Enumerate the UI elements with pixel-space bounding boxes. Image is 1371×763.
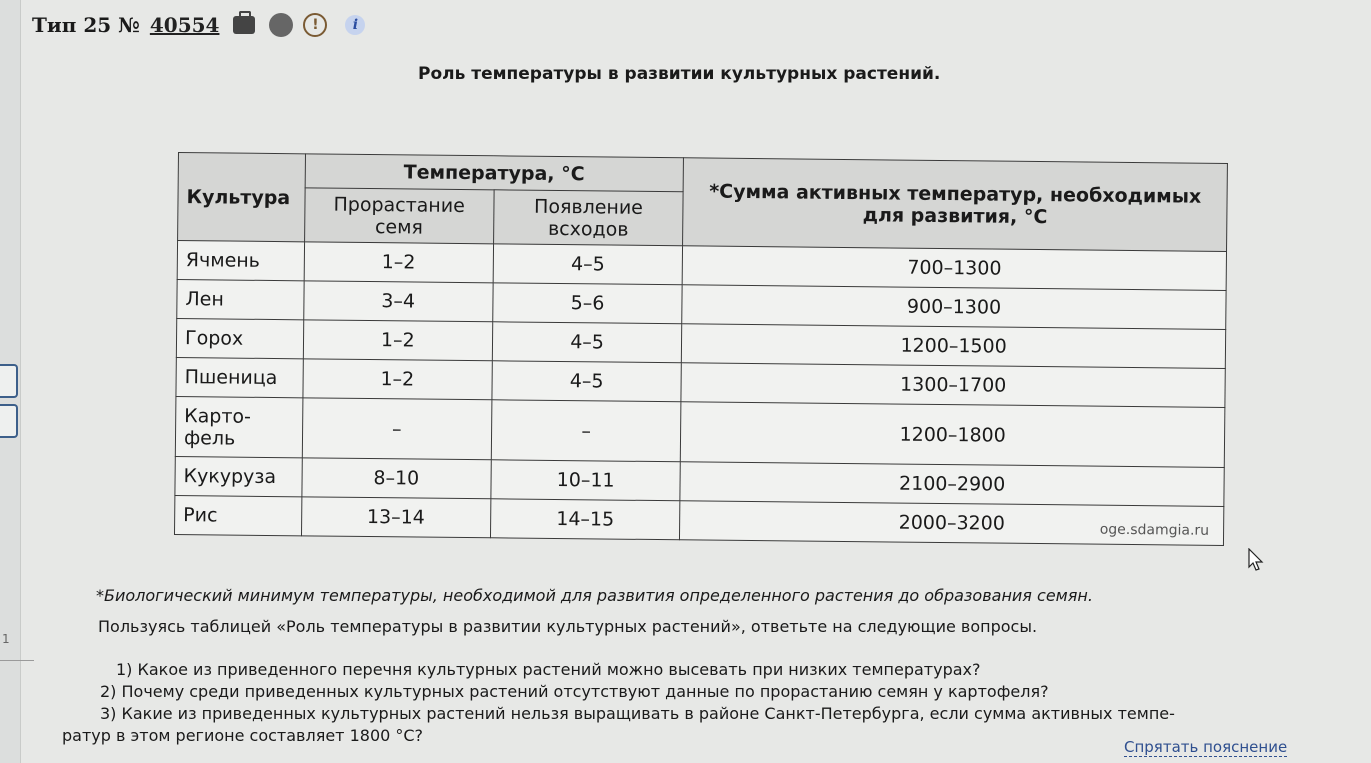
side-tab-button-1[interactable] bbox=[0, 364, 18, 398]
side-divider bbox=[0, 660, 34, 661]
cell-sum: 900–1300 bbox=[682, 285, 1226, 330]
header-active-sum: *Сумма активных температур, необходимых для развития, °С bbox=[683, 158, 1228, 252]
cell-germination: 13–14 bbox=[301, 497, 491, 538]
cell-germination: 1–2 bbox=[303, 320, 493, 361]
cell-sum: 1200–1800 bbox=[681, 402, 1225, 468]
info-icon[interactable]: i bbox=[345, 15, 365, 35]
header-sprouts: Появление всходов bbox=[493, 190, 683, 246]
header-temperature: Температура, °С bbox=[305, 154, 684, 192]
side-mark: 1 bbox=[2, 632, 10, 646]
cell-crop: Рис bbox=[174, 495, 301, 535]
briefcase-icon[interactable] bbox=[233, 16, 255, 34]
header-crop: Культура bbox=[178, 153, 305, 242]
cell-germination: – bbox=[302, 398, 492, 460]
cell-crop: Ячмень bbox=[177, 241, 304, 281]
header-germination: Прорастание семя bbox=[304, 188, 494, 244]
cell-crop: Кукуруза bbox=[175, 456, 302, 496]
cell-crop: Лен bbox=[177, 279, 304, 319]
instruction-text: Пользуясь таблицей «Роль температуры в развитии культурных растений», ответьте на следующие вопросы. bbox=[98, 617, 1038, 636]
cell-sum-value: 2000–3200 bbox=[898, 511, 1006, 535]
circle-icon[interactable] bbox=[269, 13, 293, 37]
footnote: *Биологический минимум температуры, необходимой для развития определенного растения до образования семян. bbox=[96, 586, 1093, 605]
task-number-link[interactable]: 40554 bbox=[149, 13, 220, 37]
question-3: 3) Какие из приведенных культурных растений нельзя выращивать в районе Санкт-Петербурга, если сумма активных темпе- bbox=[100, 704, 1175, 723]
question-3-continued: ратур в этом регионе составляет 1800 °С? bbox=[62, 726, 424, 745]
task-header bbox=[32, 10, 365, 40]
cell-sprouts: – bbox=[491, 400, 681, 462]
cell-germination: 8–10 bbox=[301, 458, 491, 499]
cell-germination: 3–4 bbox=[303, 281, 493, 322]
mouse-cursor-icon bbox=[1248, 548, 1264, 572]
question-2: 2) Почему среди приведенных культурных растений отсутствуют данные по прорастанию семян у картофеля? bbox=[100, 682, 1049, 701]
question-1: 1) Какое из приведенного перечня культурных растений можно высевать при низких температурах? bbox=[116, 660, 981, 679]
cell-sprouts: 4–5 bbox=[493, 244, 683, 285]
cell-crop: Пшеница bbox=[176, 357, 303, 397]
cell-crop: Горох bbox=[176, 318, 303, 358]
cell-sprouts: 4–5 bbox=[492, 361, 682, 402]
hide-explanation-link[interactable]: Спрятать пояснение bbox=[1124, 738, 1288, 756]
cell-sprouts: 10–11 bbox=[491, 460, 681, 501]
site-watermark: oge.sdamgia.ru bbox=[1099, 521, 1210, 539]
table-row bbox=[175, 396, 1225, 467]
task-type-label: Тип 25 № bbox=[32, 13, 140, 37]
warning-icon[interactable]: ! bbox=[303, 13, 327, 37]
temperature-table bbox=[174, 152, 1228, 546]
temperature-table-wrap bbox=[174, 152, 1228, 546]
cell-sprouts: 4–5 bbox=[492, 322, 682, 363]
cell-sum: 700–1300 bbox=[682, 246, 1226, 291]
cell-sum: 1300–1700 bbox=[681, 363, 1225, 408]
table-title: Роль температуры в развитии культурных растений. bbox=[418, 64, 941, 84]
cell-sprouts: 14–15 bbox=[490, 499, 680, 540]
side-tab-button-2[interactable] bbox=[0, 404, 18, 438]
cell-germination: 1–2 bbox=[304, 242, 494, 283]
cell-sprouts: 5–6 bbox=[493, 283, 683, 324]
cell-crop: Карто-фель bbox=[175, 396, 302, 457]
cell-sum bbox=[680, 501, 1224, 546]
cell-sum: 2100–2900 bbox=[680, 462, 1224, 507]
cell-sum: 1200–1500 bbox=[682, 324, 1226, 369]
cell-germination: 1–2 bbox=[302, 359, 492, 400]
